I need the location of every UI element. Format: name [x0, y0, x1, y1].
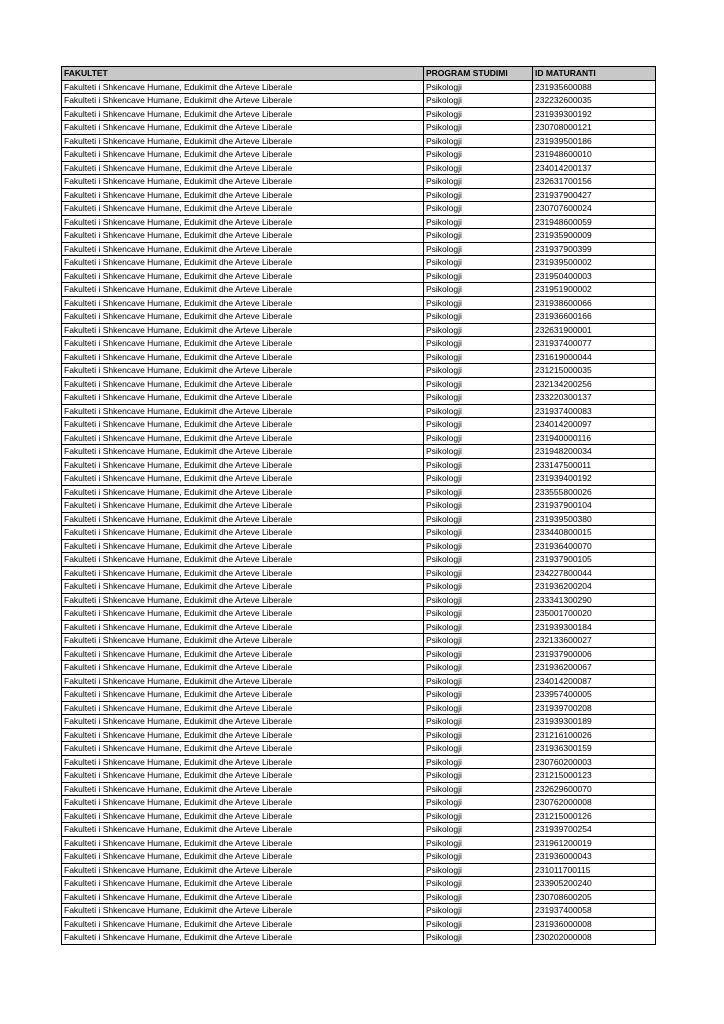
faculty-cell: Fakulteti i Shkencave Humane, Edukimit dhe Arteve Liberale — [62, 890, 424, 904]
faculty-cell: Fakulteti i Shkencave Humane, Edukimit dhe Arteve Liberale — [62, 107, 424, 121]
program-cell: Psikologji — [424, 607, 533, 621]
faculty-cell: Fakulteti i Shkencave Humane, Edukimit dhe Arteve Liberale — [62, 472, 424, 486]
student-id-cell: 231939500186 — [533, 134, 656, 148]
faculty-cell: Fakulteti i Shkencave Humane, Edukimit dhe Arteve Liberale — [62, 242, 424, 256]
program-cell: Psikologji — [424, 404, 533, 418]
faculty-cell: Fakulteti i Shkencave Humane, Edukimit dhe Arteve Liberale — [62, 404, 424, 418]
table-row — [62, 404, 656, 418]
student-id-cell: 231216100026 — [533, 728, 656, 742]
program-cell: Psikologji — [424, 634, 533, 648]
table-row — [62, 566, 656, 580]
header-program-studimi: PROGRAM STUDIMI — [424, 67, 533, 81]
student-id-cell: 231619000044 — [533, 350, 656, 364]
program-cell: Psikologji — [424, 701, 533, 715]
program-cell: Psikologji — [424, 917, 533, 931]
table-row — [62, 107, 656, 121]
program-cell: Psikologji — [424, 728, 533, 742]
student-id-cell: 234014200087 — [533, 674, 656, 688]
program-cell: Psikologji — [424, 904, 533, 918]
student-id-cell: 232631700156 — [533, 175, 656, 189]
faculty-cell: Fakulteti i Shkencave Humane, Edukimit dhe Arteve Liberale — [62, 850, 424, 864]
program-cell: Psikologji — [424, 242, 533, 256]
student-id-cell: 232629600070 — [533, 782, 656, 796]
faculty-cell: Fakulteti i Shkencave Humane, Edukimit dhe Arteve Liberale — [62, 229, 424, 243]
table-row — [62, 215, 656, 229]
table-row — [62, 256, 656, 270]
program-cell: Psikologji — [424, 661, 533, 675]
table-row — [62, 121, 656, 135]
table-row — [62, 647, 656, 661]
faculty-cell: Fakulteti i Shkencave Humane, Edukimit dhe Arteve Liberale — [62, 742, 424, 756]
student-id-cell: 231948600010 — [533, 148, 656, 162]
faculty-cell: Fakulteti i Shkencave Humane, Edukimit dhe Arteve Liberale — [62, 917, 424, 931]
program-cell: Psikologji — [424, 823, 533, 837]
student-id-cell: 232631900001 — [533, 323, 656, 337]
table-row — [62, 458, 656, 472]
student-id-cell: 231215000126 — [533, 809, 656, 823]
table-row — [62, 688, 656, 702]
program-cell: Psikologji — [424, 377, 533, 391]
student-id-cell: 231937900427 — [533, 188, 656, 202]
student-id-cell: 230760200003 — [533, 755, 656, 769]
faculty-cell: Fakulteti i Shkencave Humane, Edukimit dhe Arteve Liberale — [62, 364, 424, 378]
faculty-cell: Fakulteti i Shkencave Humane, Edukimit dhe Arteve Liberale — [62, 269, 424, 283]
faculty-cell: Fakulteti i Shkencave Humane, Edukimit dhe Arteve Liberale — [62, 755, 424, 769]
student-id-cell: 231939500002 — [533, 256, 656, 270]
table-row — [62, 755, 656, 769]
table-row — [62, 674, 656, 688]
faculty-cell: Fakulteti i Shkencave Humane, Edukimit dhe Arteve Liberale — [62, 809, 424, 823]
faculty-cell: Fakulteti i Shkencave Humane, Edukimit dhe Arteve Liberale — [62, 863, 424, 877]
student-id-cell: 231939400192 — [533, 472, 656, 486]
student-id-cell: 230707600024 — [533, 202, 656, 216]
student-id-cell: 234014200097 — [533, 418, 656, 432]
student-id-cell: 231936200204 — [533, 580, 656, 594]
student-id-cell: 231937900006 — [533, 647, 656, 661]
table-row — [62, 715, 656, 729]
student-id-cell: 231951900002 — [533, 283, 656, 297]
faculty-cell: Fakulteti i Shkencave Humane, Edukimit dhe Arteve Liberale — [62, 634, 424, 648]
student-id-cell: 231936600166 — [533, 310, 656, 324]
student-id-cell: 231961200019 — [533, 836, 656, 850]
program-cell: Psikologji — [424, 620, 533, 634]
student-id-cell: 232133600027 — [533, 634, 656, 648]
table-row — [62, 809, 656, 823]
table-row — [62, 580, 656, 594]
table-row — [62, 134, 656, 148]
student-id-cell: 231940000116 — [533, 431, 656, 445]
program-cell: Psikologji — [424, 202, 533, 216]
student-id-cell: 231937900104 — [533, 499, 656, 513]
student-id-cell: 233341300290 — [533, 593, 656, 607]
program-cell: Psikologji — [424, 796, 533, 810]
table-row — [62, 283, 656, 297]
faculty-cell: Fakulteti i Shkencave Humane, Edukimit dhe Arteve Liberale — [62, 202, 424, 216]
program-cell: Psikologji — [424, 161, 533, 175]
program-cell: Psikologji — [424, 742, 533, 756]
program-cell: Psikologji — [424, 485, 533, 499]
student-id-cell: 231938600066 — [533, 296, 656, 310]
table-row — [62, 161, 656, 175]
student-id-cell: 231939700208 — [533, 701, 656, 715]
faculty-cell: Fakulteti i Shkencave Humane, Edukimit dhe Arteve Liberale — [62, 94, 424, 108]
student-id-cell: 231937900105 — [533, 553, 656, 567]
student-id-cell: 231948200034 — [533, 445, 656, 459]
program-cell: Psikologji — [424, 674, 533, 688]
program-cell: Psikologji — [424, 850, 533, 864]
faculty-cell: Fakulteti i Shkencave Humane, Edukimit dhe Arteve Liberale — [62, 188, 424, 202]
student-list-table — [61, 66, 656, 945]
program-cell: Psikologji — [424, 256, 533, 270]
program-cell: Psikologji — [424, 148, 533, 162]
student-id-cell: 231939300189 — [533, 715, 656, 729]
student-id-cell: 233220300137 — [533, 391, 656, 405]
program-cell: Psikologji — [424, 472, 533, 486]
student-id-cell: 231937400083 — [533, 404, 656, 418]
student-id-cell: 235001700020 — [533, 607, 656, 621]
table-row — [62, 593, 656, 607]
faculty-cell: Fakulteti i Shkencave Humane, Edukimit dhe Arteve Liberale — [62, 661, 424, 675]
student-id-cell: 231937900399 — [533, 242, 656, 256]
table-row — [62, 863, 656, 877]
table-row — [62, 269, 656, 283]
table-row — [62, 917, 656, 931]
faculty-cell: Fakulteti i Shkencave Humane, Edukimit dhe Arteve Liberale — [62, 256, 424, 270]
faculty-cell: Fakulteti i Shkencave Humane, Edukimit dhe Arteve Liberale — [62, 134, 424, 148]
student-id-cell: 230202000008 — [533, 931, 656, 945]
faculty-cell: Fakulteti i Shkencave Humane, Edukimit dhe Arteve Liberale — [62, 485, 424, 499]
faculty-cell: Fakulteti i Shkencave Humane, Edukimit dhe Arteve Liberale — [62, 701, 424, 715]
faculty-cell: Fakulteti i Shkencave Humane, Edukimit dhe Arteve Liberale — [62, 377, 424, 391]
program-cell: Psikologji — [424, 175, 533, 189]
faculty-cell: Fakulteti i Shkencave Humane, Edukimit dhe Arteve Liberale — [62, 215, 424, 229]
student-id-cell: 231011700115 — [533, 863, 656, 877]
table-row — [62, 769, 656, 783]
student-id-cell: 231939700254 — [533, 823, 656, 837]
table-row — [62, 337, 656, 351]
faculty-cell: Fakulteti i Shkencave Humane, Edukimit dhe Arteve Liberale — [62, 877, 424, 891]
student-id-cell: 231935900009 — [533, 229, 656, 243]
student-id-cell: 230762000008 — [533, 796, 656, 810]
header-id-maturanti: ID MATURANTI — [533, 67, 656, 81]
student-id-cell: 232232600035 — [533, 94, 656, 108]
table-row — [62, 701, 656, 715]
faculty-cell: Fakulteti i Shkencave Humane, Edukimit dhe Arteve Liberale — [62, 539, 424, 553]
program-cell: Psikologji — [424, 80, 533, 94]
student-id-cell: 233440800015 — [533, 526, 656, 540]
student-id-cell: 233905200240 — [533, 877, 656, 891]
faculty-cell: Fakulteti i Shkencave Humane, Edukimit dhe Arteve Liberale — [62, 931, 424, 945]
program-cell: Psikologji — [424, 863, 533, 877]
table-row — [62, 877, 656, 891]
faculty-cell: Fakulteti i Shkencave Humane, Edukimit dhe Arteve Liberale — [62, 121, 424, 135]
table-row — [62, 472, 656, 486]
student-id-cell: 231937400077 — [533, 337, 656, 351]
table-row — [62, 728, 656, 742]
table-row — [62, 175, 656, 189]
program-cell: Psikologji — [424, 526, 533, 540]
program-cell: Psikologji — [424, 566, 533, 580]
student-id-cell: 231215000123 — [533, 769, 656, 783]
student-id-cell: 231950400003 — [533, 269, 656, 283]
program-cell: Psikologji — [424, 931, 533, 945]
table-row — [62, 350, 656, 364]
table-row — [62, 242, 656, 256]
student-id-cell: 231936300159 — [533, 742, 656, 756]
program-cell: Psikologji — [424, 647, 533, 661]
student-id-cell: 231936000008 — [533, 917, 656, 931]
table-row — [62, 836, 656, 850]
table-row — [62, 445, 656, 459]
program-cell: Psikologji — [424, 877, 533, 891]
program-cell: Psikologji — [424, 337, 533, 351]
faculty-cell: Fakulteti i Shkencave Humane, Edukimit dhe Arteve Liberale — [62, 148, 424, 162]
faculty-cell: Fakulteti i Shkencave Humane, Edukimit dhe Arteve Liberale — [62, 310, 424, 324]
faculty-cell: Fakulteti i Shkencave Humane, Edukimit dhe Arteve Liberale — [62, 566, 424, 580]
student-id-cell: 232134200256 — [533, 377, 656, 391]
program-cell: Psikologji — [424, 418, 533, 432]
table-row — [62, 931, 656, 945]
faculty-cell: Fakulteti i Shkencave Humane, Edukimit dhe Arteve Liberale — [62, 904, 424, 918]
program-cell: Psikologji — [424, 809, 533, 823]
program-cell: Psikologji — [424, 107, 533, 121]
program-cell: Psikologji — [424, 94, 533, 108]
student-id-cell: 234014200137 — [533, 161, 656, 175]
table-row — [62, 850, 656, 864]
faculty-cell: Fakulteti i Shkencave Humane, Edukimit dhe Arteve Liberale — [62, 728, 424, 742]
table-row — [62, 904, 656, 918]
student-id-cell: 231939500380 — [533, 512, 656, 526]
table-row — [62, 526, 656, 540]
program-cell: Psikologji — [424, 836, 533, 850]
table-row — [62, 296, 656, 310]
student-id-cell: 231937400058 — [533, 904, 656, 918]
program-cell: Psikologji — [424, 323, 533, 337]
faculty-cell: Fakulteti i Shkencave Humane, Edukimit dhe Arteve Liberale — [62, 593, 424, 607]
faculty-cell: Fakulteti i Shkencave Humane, Edukimit dhe Arteve Liberale — [62, 647, 424, 661]
faculty-cell: Fakulteti i Shkencave Humane, Edukimit dhe Arteve Liberale — [62, 674, 424, 688]
faculty-cell: Fakulteti i Shkencave Humane, Edukimit dhe Arteve Liberale — [62, 283, 424, 297]
faculty-cell: Fakulteti i Shkencave Humane, Edukimit dhe Arteve Liberale — [62, 445, 424, 459]
table-row — [62, 499, 656, 513]
table-row — [62, 229, 656, 243]
faculty-cell: Fakulteti i Shkencave Humane, Edukimit dhe Arteve Liberale — [62, 836, 424, 850]
table-row — [62, 418, 656, 432]
table-row — [62, 377, 656, 391]
student-id-cell: 234227800044 — [533, 566, 656, 580]
table-row — [62, 782, 656, 796]
program-cell: Psikologji — [424, 283, 533, 297]
student-id-cell: 231939300192 — [533, 107, 656, 121]
student-id-cell: 230708600205 — [533, 890, 656, 904]
program-cell: Psikologji — [424, 445, 533, 459]
program-cell: Psikologji — [424, 715, 533, 729]
program-cell: Psikologji — [424, 593, 533, 607]
faculty-cell: Fakulteti i Shkencave Humane, Edukimit dhe Arteve Liberale — [62, 391, 424, 405]
table-row — [62, 539, 656, 553]
faculty-cell: Fakulteti i Shkencave Humane, Edukimit dhe Arteve Liberale — [62, 782, 424, 796]
table-row — [62, 310, 656, 324]
table-row — [62, 890, 656, 904]
faculty-cell: Fakulteti i Shkencave Humane, Edukimit dhe Arteve Liberale — [62, 688, 424, 702]
faculty-cell: Fakulteti i Shkencave Humane, Edukimit dhe Arteve Liberale — [62, 769, 424, 783]
program-cell: Psikologji — [424, 499, 533, 513]
faculty-cell: Fakulteti i Shkencave Humane, Edukimit dhe Arteve Liberale — [62, 337, 424, 351]
program-cell: Psikologji — [424, 512, 533, 526]
program-cell: Psikologji — [424, 431, 533, 445]
program-cell: Psikologji — [424, 391, 533, 405]
table-row — [62, 553, 656, 567]
table-row — [62, 202, 656, 216]
table-row — [62, 323, 656, 337]
table-row — [62, 742, 656, 756]
table-row — [62, 796, 656, 810]
header-row — [62, 67, 656, 81]
student-id-cell: 231948600059 — [533, 215, 656, 229]
table-row — [62, 431, 656, 445]
table-row — [62, 634, 656, 648]
program-cell: Psikologji — [424, 580, 533, 594]
student-id-cell: 230708000121 — [533, 121, 656, 135]
faculty-cell: Fakulteti i Shkencave Humane, Edukimit dhe Arteve Liberale — [62, 499, 424, 513]
program-cell: Psikologji — [424, 134, 533, 148]
student-id-cell: 233555800026 — [533, 485, 656, 499]
student-id-cell: 231936200067 — [533, 661, 656, 675]
program-cell: Psikologji — [424, 121, 533, 135]
faculty-cell: Fakulteti i Shkencave Humane, Edukimit dhe Arteve Liberale — [62, 350, 424, 364]
faculty-cell: Fakulteti i Shkencave Humane, Edukimit dhe Arteve Liberale — [62, 796, 424, 810]
faculty-cell: Fakulteti i Shkencave Humane, Edukimit dhe Arteve Liberale — [62, 161, 424, 175]
faculty-cell: Fakulteti i Shkencave Humane, Edukimit dhe Arteve Liberale — [62, 431, 424, 445]
table-row — [62, 512, 656, 526]
program-cell: Psikologji — [424, 215, 533, 229]
faculty-cell: Fakulteti i Shkencave Humane, Edukimit dhe Arteve Liberale — [62, 580, 424, 594]
program-cell: Psikologji — [424, 769, 533, 783]
faculty-cell: Fakulteti i Shkencave Humane, Edukimit dhe Arteve Liberale — [62, 323, 424, 337]
faculty-cell: Fakulteti i Shkencave Humane, Edukimit dhe Arteve Liberale — [62, 175, 424, 189]
table-row — [62, 661, 656, 675]
faculty-cell: Fakulteti i Shkencave Humane, Edukimit dhe Arteve Liberale — [62, 418, 424, 432]
program-cell: Psikologji — [424, 229, 533, 243]
table-row — [62, 607, 656, 621]
student-id-cell: 231936400070 — [533, 539, 656, 553]
student-id-cell: 231939300184 — [533, 620, 656, 634]
faculty-cell: Fakulteti i Shkencave Humane, Edukimit dhe Arteve Liberale — [62, 620, 424, 634]
program-cell: Psikologji — [424, 310, 533, 324]
faculty-cell: Fakulteti i Shkencave Humane, Edukimit dhe Arteve Liberale — [62, 80, 424, 94]
student-id-cell: 231215000035 — [533, 364, 656, 378]
program-cell: Psikologji — [424, 782, 533, 796]
faculty-cell: Fakulteti i Shkencave Humane, Edukimit dhe Arteve Liberale — [62, 526, 424, 540]
student-id-cell: 231935600088 — [533, 80, 656, 94]
program-cell: Psikologji — [424, 539, 533, 553]
program-cell: Psikologji — [424, 364, 533, 378]
header-fakultet: FAKULTET — [62, 67, 424, 81]
faculty-cell: Fakulteti i Shkencave Humane, Edukimit dhe Arteve Liberale — [62, 607, 424, 621]
program-cell: Psikologji — [424, 688, 533, 702]
faculty-cell: Fakulteti i Shkencave Humane, Edukimit dhe Arteve Liberale — [62, 823, 424, 837]
faculty-cell: Fakulteti i Shkencave Humane, Edukimit dhe Arteve Liberale — [62, 715, 424, 729]
table-row — [62, 94, 656, 108]
program-cell: Psikologji — [424, 890, 533, 904]
program-cell: Psikologji — [424, 755, 533, 769]
table-row — [62, 823, 656, 837]
program-cell: Psikologji — [424, 269, 533, 283]
table-row — [62, 80, 656, 94]
student-id-cell: 233957400005 — [533, 688, 656, 702]
table-row — [62, 391, 656, 405]
faculty-cell: Fakulteti i Shkencave Humane, Edukimit dhe Arteve Liberale — [62, 458, 424, 472]
program-cell: Psikologji — [424, 188, 533, 202]
table-row — [62, 620, 656, 634]
program-cell: Psikologji — [424, 553, 533, 567]
table-row — [62, 485, 656, 499]
table-row — [62, 148, 656, 162]
student-id-cell: 231936000043 — [533, 850, 656, 864]
table-row — [62, 188, 656, 202]
program-cell: Psikologji — [424, 458, 533, 472]
faculty-cell: Fakulteti i Shkencave Humane, Edukimit dhe Arteve Liberale — [62, 512, 424, 526]
program-cell: Psikologji — [424, 296, 533, 310]
program-cell: Psikologji — [424, 350, 533, 364]
table-row — [62, 364, 656, 378]
faculty-cell: Fakulteti i Shkencave Humane, Edukimit dhe Arteve Liberale — [62, 553, 424, 567]
faculty-cell: Fakulteti i Shkencave Humane, Edukimit dhe Arteve Liberale — [62, 296, 424, 310]
student-id-cell: 233147500011 — [533, 458, 656, 472]
